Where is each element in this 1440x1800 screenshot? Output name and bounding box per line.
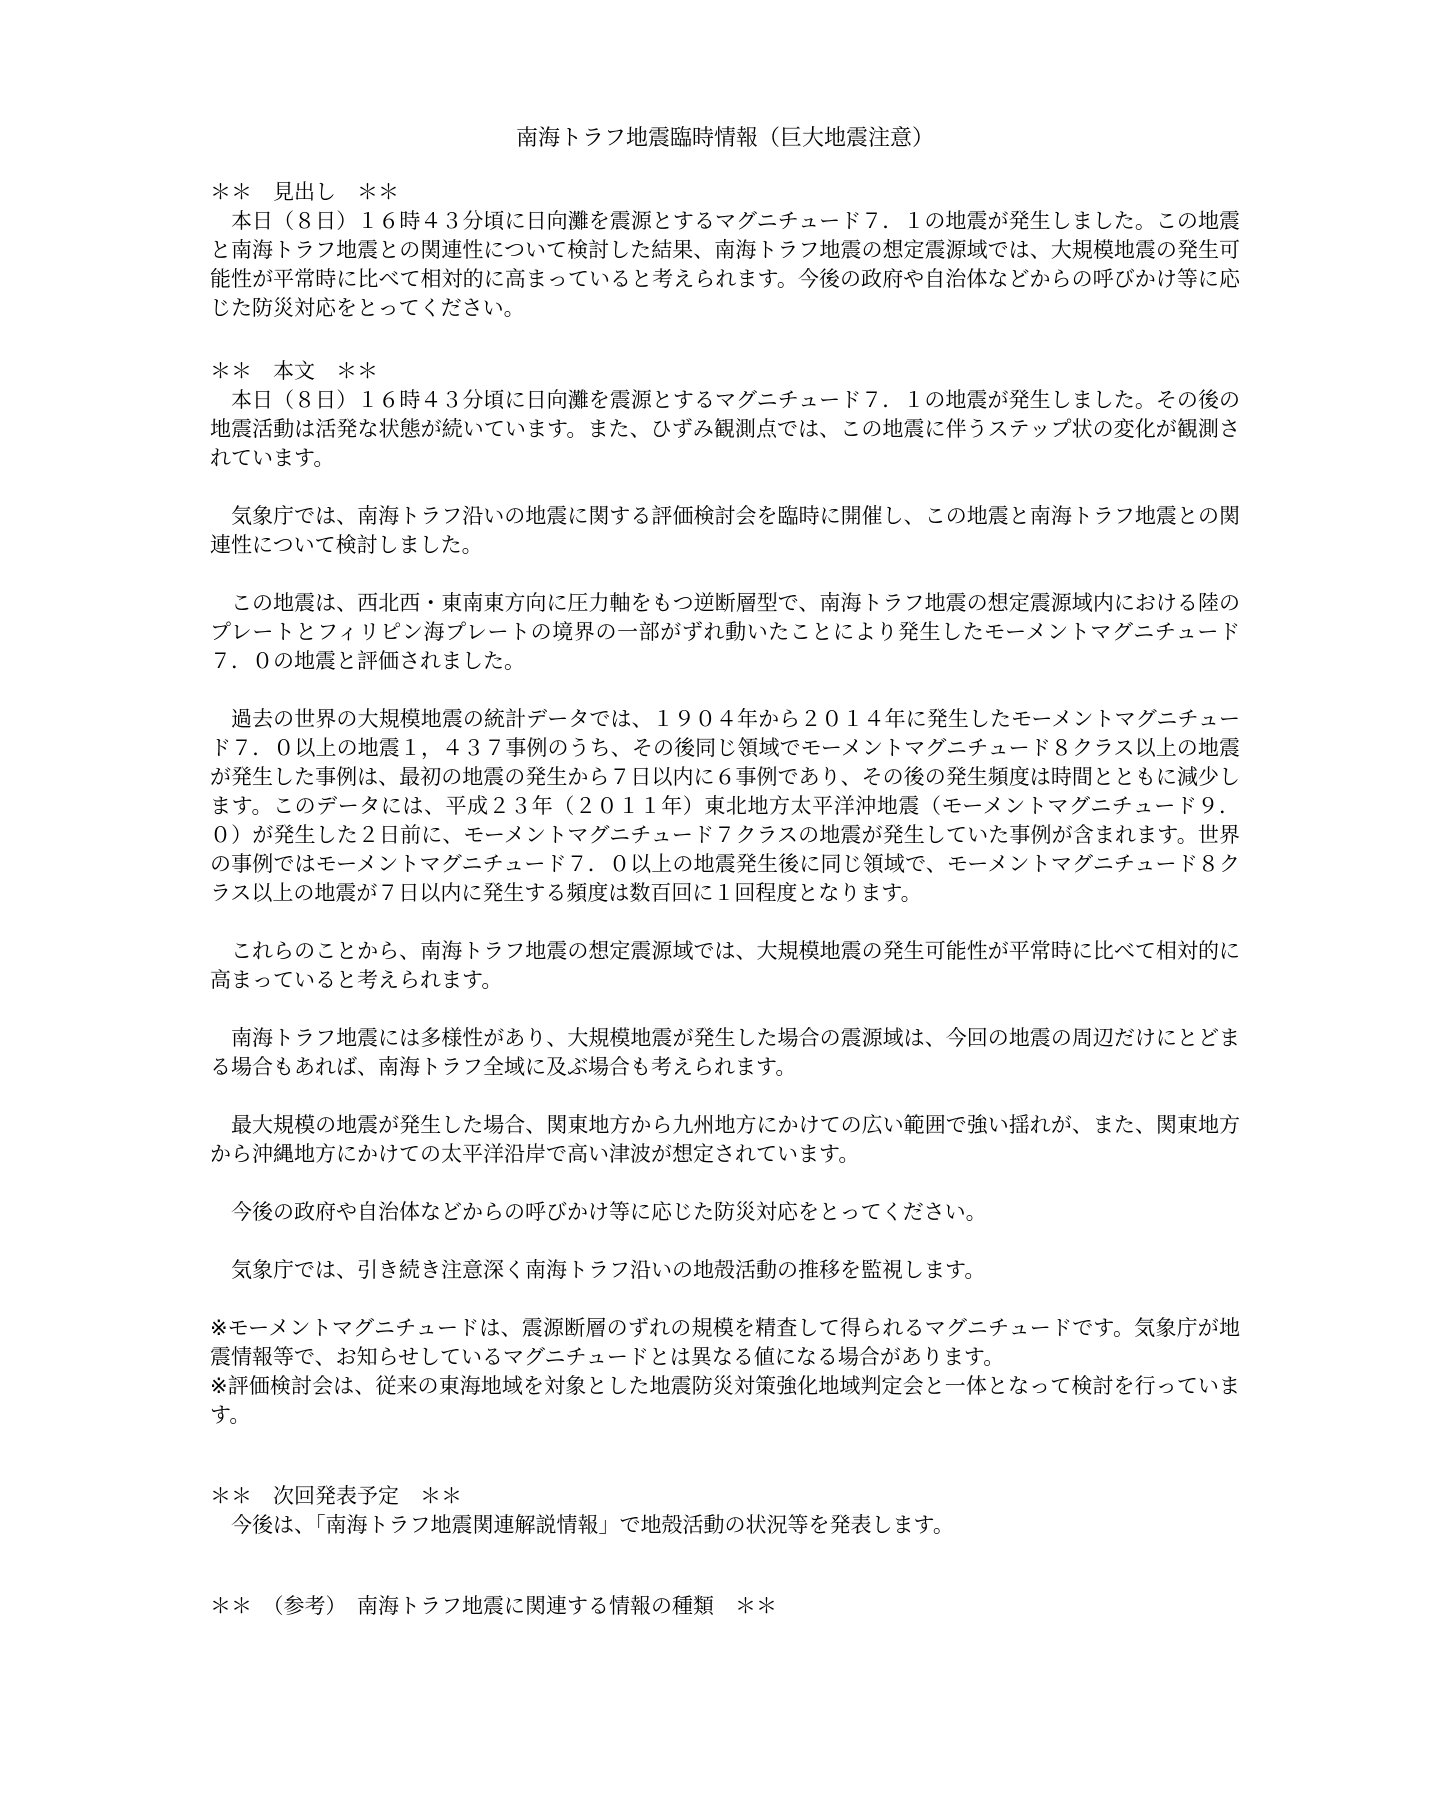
body-paragraph: 本日（８日）１６時４３分頃に日向灘を震源とするマグニチュード７．１の地震が発生しました。その後の地震活動は活発な状態が続いています。また、ひずみ観測点では、この地震に伴うステップ状の変化が観測されています。 (210, 388, 1240, 470)
next-announcement-text: 今後は、「南海トラフ地震関連解説情報」で地殻活動の状況等を発表します。 (231, 1513, 954, 1537)
document-title: 南海トラフ地震臨時情報（巨大地震注意） (515, 126, 934, 151)
body-paragraph: 今後の政府や自治体などからの呼びかけ等に応じた防災対応をとってください。 (231, 1200, 987, 1224)
spacer (210, 323, 1240, 357)
document-page (210, 124, 1240, 1621)
next-announcement-heading: ＊＊ 次回発表予定 ＊＊ (210, 1484, 462, 1508)
body-paragraph: 最大規模の地震が発生した場合、関東地方から九州地方にかけての広い範囲で強い揺れが、また、関東地方から沖縄地方にかけての太平洋沿岸で高い津波が想定されています。 (210, 1113, 1240, 1166)
reference-heading: ＊＊ （参考） 南海トラフ地震に関連する情報の種類 ＊＊ (210, 1594, 777, 1618)
body-paragraph: これらのことから、南海トラフ地震の想定震源域では、大規模地震の発生可能性が平常時に比べて相対的に高まっていると考えられます。 (210, 939, 1240, 992)
body-paragraph: 南海トラフ地震には多様性があり、大規模地震が発生した場合の震源域は、今回の地震の周辺だけにとどまる場合もあれば、南海トラフ全域に及ぶ場合も考えられます。 (210, 1026, 1240, 1079)
headline-heading: ＊＊ 見出し ＊＊ (210, 180, 399, 204)
body-paragraph: この地震は、西北西・東南東方向に圧力軸をもつ逆断層型で、南海トラフ地震の想定震源域内における陸のプレートとフィリピン海プレートの境界の一部がずれ動いたことにより発生したモーメントマグニチュード７．０の地震と評価されました。 (210, 591, 1240, 673)
footnote: ※評価検討会は、従来の東海地域を対象とした地震防災対策強化地域判定会と一体となって検討を行っています。 (210, 1374, 1240, 1427)
body-paragraph: 気象庁では、南海トラフ沿いの地震に関する評価検討会を臨時に開催し、この地震と南海トラフ地震との関連性について検討しました。 (210, 504, 1240, 557)
body-paragraph: 過去の世界の大規模地震の統計データでは、１９０４年から２０１４年に発生したモーメントマグニチュード７．０以上の地震１，４３７事例のうち、その後同じ領域でモーメントマグニチュード８クラス以上の地震が発生した事例は、最初の地震の発生から７日以内に６事例であり、その後の発生頻度は時間とともに減少します。このデータには、平成２３年（２０１１年）東北地方太平洋沖地震（モーメントマグニチュード９．０）が発生した２日前に、モーメントマグニチュード７クラスの地震が発生していた事例が含まれます。世界の事例ではモーメントマグニチュード７．０以上の地震発生後に同じ領域で、モーメントマグニチュード８クラス以上の地震が７日以内に発生する頻度は数百回に１回程度となります。 (210, 707, 1240, 905)
headline-section (210, 178, 1240, 323)
body-heading: ＊＊ 本文 ＊＊ (210, 359, 378, 383)
next-announcement-section (210, 1482, 1240, 1540)
reference-section (210, 1592, 1240, 1621)
body-section (210, 357, 1240, 1430)
body-paragraph: 気象庁では、引き続き注意深く南海トラフ沿いの地殻活動の推移を監視します。 (231, 1258, 986, 1282)
footnote: ※モーメントマグニチュードは、震源断層のずれの規模を精査して得られるマグニチュードです。気象庁が地震情報等で、お知らせしているマグニチュードとは異なる値になる場合があります。 (210, 1316, 1240, 1369)
spacer (210, 1430, 1240, 1482)
headline-text: 本日（８日）１６時４３分頃に日向灘を震源とするマグニチュード７．１の地震が発生しました。この地震と南海トラフ地震との関連性について検討した結果、南海トラフ地震の想定震源域では、大規模地震の発生可能性が平常時に比べて相対的に高まっていると考えられます。今後の政府や自治体などからの呼びかけ等に応じた防災対応をとってください。 (210, 209, 1240, 320)
spacer (210, 1540, 1240, 1592)
